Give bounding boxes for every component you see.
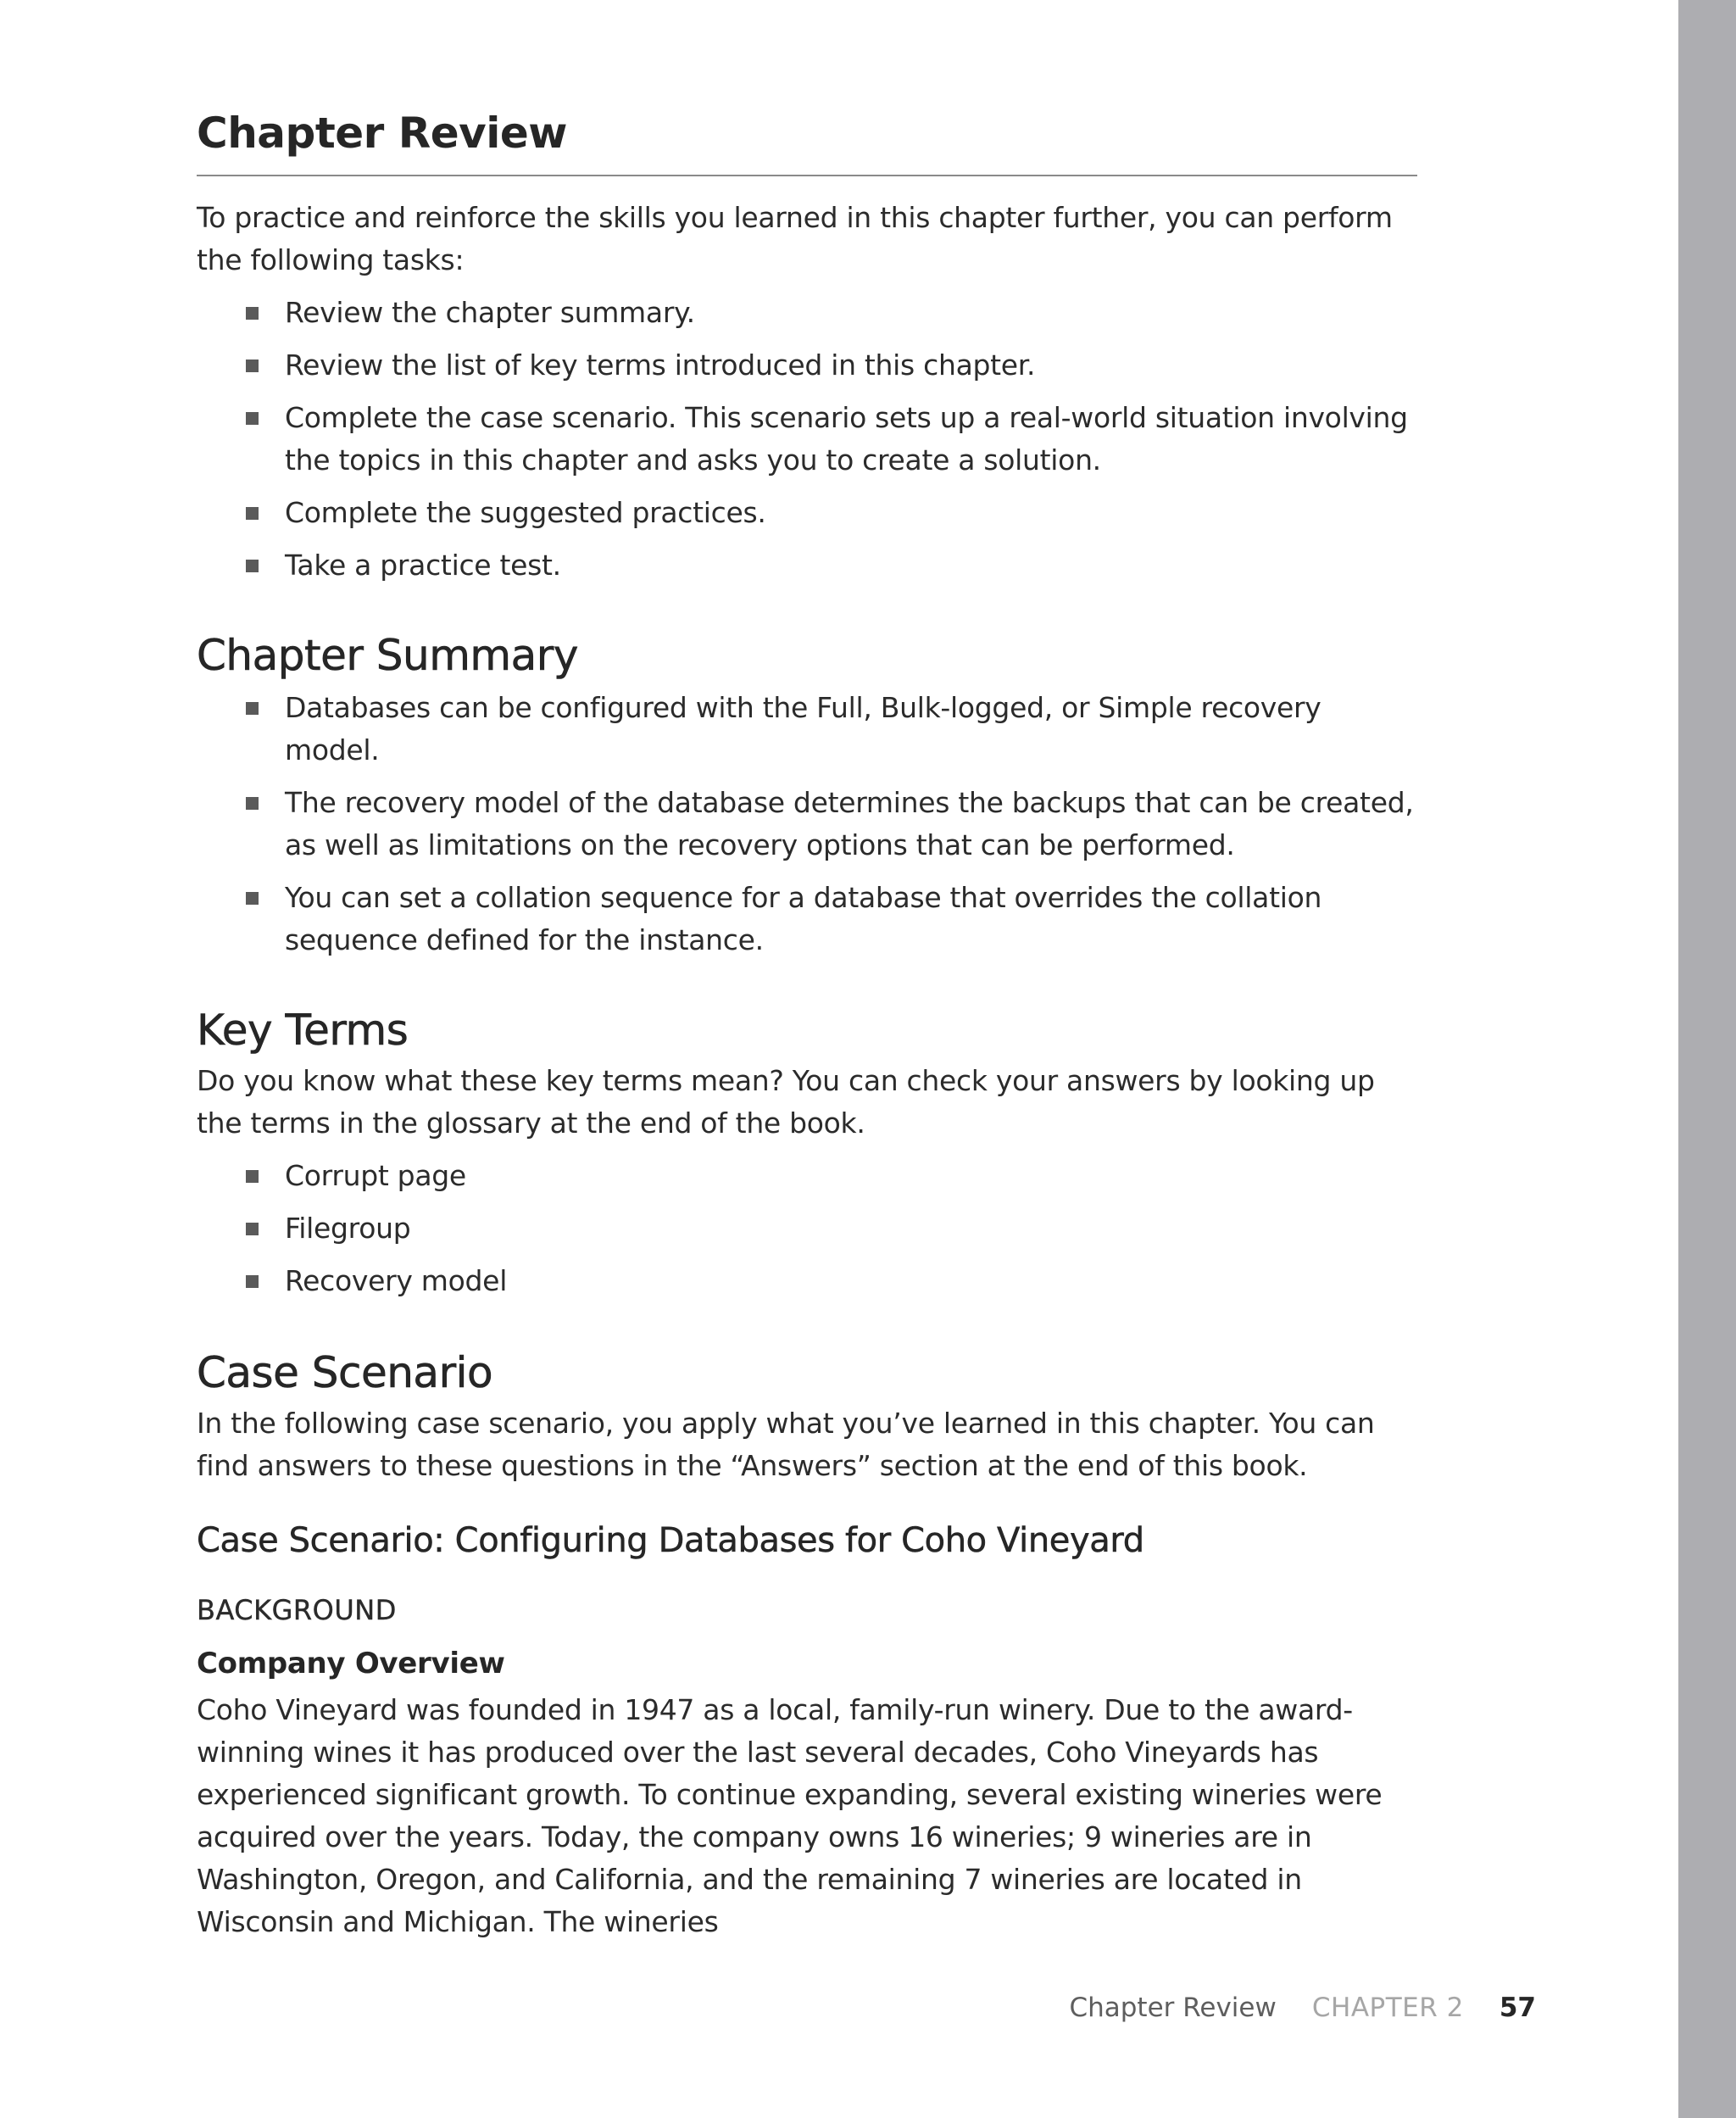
list-item — [197, 544, 1417, 587]
chapter-review-task-list — [197, 292, 1417, 587]
square-bullet-icon — [246, 360, 259, 372]
page-number: 57 — [1499, 1993, 1536, 2023]
list-item-text: Complete the case scenario. This scenario sets up a real-world situation involving the topics in this chapter and asks you to create a solution. — [285, 401, 1408, 477]
page-content — [197, 109, 1417, 1943]
square-bullet-icon — [246, 412, 259, 425]
key-terms-heading: Key Terms — [197, 1006, 409, 1055]
list-item-text: Complete the suggested practices. — [285, 496, 766, 529]
chapter-review-heading: Chapter Review — [197, 109, 1417, 176]
list-item — [197, 782, 1417, 867]
company-overview-label: Company Overview — [197, 1647, 505, 1680]
company-overview-text: Coho Vineyard was founded in 1947 as a local, family-run winery. Due to the award-winning wines it has produced over the last several decades, Coho Vineyards has experienced significant growth. To continue expanding, several existing wineries were acquired over the years. Today, the company owns 16 wineries; 9 wineries are in Washington, Oregon, and California, and the remaining 7 wineries are located in Wisconsin and Michigan. The wineries — [197, 1693, 1383, 1938]
list-item — [197, 1207, 1417, 1250]
square-bullet-icon — [246, 1170, 259, 1183]
list-item-text: Corrupt page — [285, 1159, 466, 1192]
list-item — [197, 492, 1417, 534]
list-item — [197, 877, 1417, 961]
square-bullet-icon — [246, 307, 259, 320]
list-item — [197, 397, 1417, 482]
footer-section-title: Chapter Review — [1069, 1993, 1277, 2023]
list-item-text: Review the list of key terms introduced in this chapter. — [285, 348, 1036, 382]
list-item-text: Recovery model — [285, 1264, 508, 1297]
square-bullet-icon — [246, 1223, 259, 1235]
square-bullet-icon — [246, 560, 259, 572]
page-footer — [1069, 1993, 1536, 2023]
background-label: BACKGROUND — [197, 1594, 397, 1626]
key-terms-list — [197, 1155, 1417, 1302]
square-bullet-icon — [246, 892, 259, 905]
list-item-text: Databases can be configured with the Full, Bulk-logged, or Simple recovery model. — [285, 691, 1321, 766]
square-bullet-icon — [246, 1275, 259, 1288]
list-item — [197, 687, 1417, 772]
key-terms-intro: Do you know what these key terms mean? You can check your answers by looking up the terms in the glossary at the end of the book. — [197, 1064, 1375, 1140]
list-item — [197, 292, 1417, 334]
list-item — [197, 344, 1417, 387]
list-item — [197, 1260, 1417, 1302]
case-scenario-subheading: Case Scenario: Configuring Databases for Coho Vineyard — [197, 1521, 1144, 1560]
square-bullet-icon — [246, 702, 259, 715]
list-item-text: The recovery model of the database determines the backups that can be created, as well as limitations on the recovery options that can be performed. — [285, 786, 1414, 861]
square-bullet-icon — [246, 507, 259, 520]
case-scenario-intro: In the following case scenario, you apply what you’ve learned in this chapter. You can find answers to these questions in the “Answers” section at the end of this book. — [197, 1407, 1375, 1482]
footer-chapter-label: CHAPTER 2 — [1311, 1993, 1464, 2023]
case-scenario-heading: Case Scenario — [197, 1348, 493, 1397]
chapter-review-intro: To practice and reinforce the skills you learned in this chapter further, you can perform the following tasks: — [197, 201, 1393, 276]
list-item-text: Take a practice test. — [285, 549, 561, 582]
chapter-summary-list — [197, 687, 1417, 961]
page-edge-bar — [1678, 0, 1736, 2118]
square-bullet-icon — [246, 797, 259, 810]
list-item — [197, 1155, 1417, 1197]
list-item-text: You can set a collation sequence for a database that overrides the collation sequence defined for the instance. — [285, 881, 1322, 956]
list-item-text: Review the chapter summary. — [285, 296, 695, 329]
chapter-summary-heading: Chapter Summary — [197, 631, 578, 680]
list-item-text: Filegroup — [285, 1212, 411, 1245]
